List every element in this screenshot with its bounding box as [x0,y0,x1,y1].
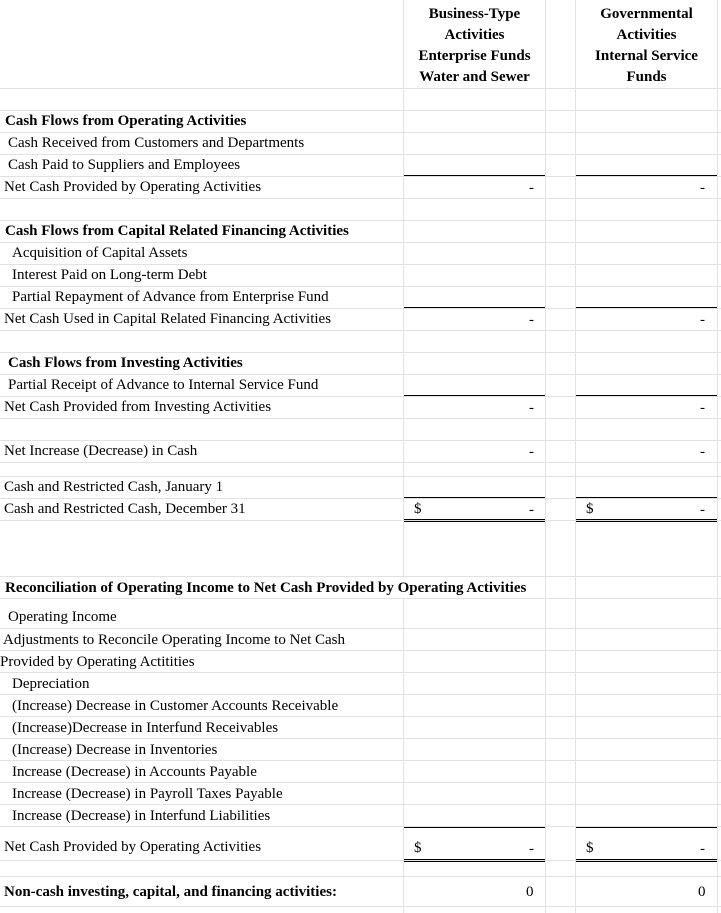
operating-net-label: Net Cash Provided by Operating Activities [4,179,262,195]
capital-repayment-label: Partial Repayment of Advance from Enterprise Fund [12,289,329,305]
subtotal-rule [576,497,717,498]
grid-row-line [0,760,721,761]
adjustment-item: Increase (Decrease) in Payroll Taxes Payable [12,786,283,802]
total-rule [576,519,717,520]
investing-net-gov-value: - [700,400,705,416]
adjustment-item: (Increase) Decrease in Customer Accounts Receivable [12,698,339,714]
capital-net-bt-value: - [529,312,534,328]
operating-received-label: Cash Received from Customers and Departments [8,135,305,151]
cash-dec-label: Cash and Restricted Cash, December 31 [4,501,246,517]
cash-dec-gov-value: - [700,502,705,518]
header-line: Governmental [600,6,693,22]
grid-row-line [0,716,721,717]
subtotal-rule [404,497,545,498]
capital-net-gov-value: - [700,312,705,328]
adjustment-item: Increase (Decrease) in Accounts Payable [12,764,257,780]
adjustments-label-line2: Provided by Operating Actitities [0,654,195,670]
grid-row-line [0,876,721,877]
operating-net-bt-value: - [529,180,534,196]
operating-net-gov-value: - [700,180,705,196]
grid-row-line [0,804,721,805]
grid-row-line [0,906,721,907]
net-increase-gov-value: - [700,444,705,460]
subtotal-rule [404,395,545,396]
total-rule [576,521,717,522]
adjustment-item: Depreciation [12,676,90,692]
header-line: Business-Type [428,6,521,22]
reconciliation-net-bt-value: - [529,841,534,857]
subtotal-rule [576,175,717,176]
grid-row-line [0,462,721,463]
subtotal-rule [404,175,545,176]
investing-heading: Cash Flows from Investing Activities [8,355,243,371]
grid-col-line [717,0,718,913]
grid-row-line [0,598,721,599]
net-increase-label: Net Increase (Decrease) in Cash [4,443,198,459]
grid-row-line [0,88,721,89]
header-line: Enterprise Funds [418,48,531,64]
capital-heading: Cash Flows from Capital Related Financing Activities [5,223,349,239]
total-rule [404,859,545,860]
column-header-business-type [404,4,545,88]
total-rule [576,861,717,862]
grid-row-line [0,576,721,577]
reconciliation-net-gov-value: - [700,841,705,857]
grid-row-line [0,650,721,651]
total-rule [576,859,717,860]
noncash-bt-value: 0 [526,884,534,900]
cash-dec-bt-value: - [529,502,534,518]
adjustments-label-line1: Adjustments to Reconcile Operating Income to Net Cash [3,632,346,648]
adjustment-item: (Increase) Decrease in Inventories [12,742,218,758]
total-rule [404,861,545,862]
reconciliation-bt-currency: $ [414,840,422,856]
net-increase-bt-value: - [529,444,534,460]
subtotal-rule [404,827,545,828]
reconciliation-net-label: Net Cash Provided by Operating Activities [4,839,262,855]
reconciliation-gov-currency: $ [586,840,594,856]
header-line: Internal Service [595,48,698,64]
grid-row-line [0,418,721,419]
header-line: Activities [444,27,505,43]
header-line: Water and Sewer [419,69,530,85]
operating-paid-label: Cash Paid to Suppliers and Employees [8,157,241,173]
total-rule [404,521,545,522]
grid-col-line [545,0,546,913]
noncash-label: Non-cash investing, capital, and financing activities: [4,884,337,900]
adjustment-item: Increase (Decrease) in Interfund Liabilities [12,808,271,824]
capital-interest-label: Interest Paid on Long-term Debt [12,267,207,283]
noncash-gov-value: 0 [698,884,706,900]
operating-heading: Cash Flows from Operating Activities [5,113,247,129]
grid-row-line [0,694,721,695]
grid-row-line [0,782,721,783]
total-rule [404,519,545,520]
grid-col-line [403,0,404,913]
grid-col-line [575,0,576,913]
subtotal-rule [576,395,717,396]
adjustment-item: (Increase)Decrease in Interfund Receivables [12,720,279,736]
capital-net-label: Net Cash Used in Capital Related Financing Activities [4,311,332,327]
grid-row-line [0,672,721,673]
subtotal-rule [576,307,717,308]
subtotal-rule [576,827,717,828]
cash-dec-bt-currency: $ [414,501,422,517]
grid-row-line [0,738,721,739]
grid-row-line [0,330,721,331]
reconciliation-heading: Reconciliation of Operating Income to Net Cash Provided by Operating Activities [5,580,527,596]
investing-net-bt-value: - [529,400,534,416]
column-header-governmental [576,4,717,88]
grid-row-line [0,198,721,199]
cash-jan-label: Cash and Restricted Cash, January 1 [4,479,224,495]
investing-net-label: Net Cash Provided from Investing Activities [4,399,272,415]
grid-row-line [0,628,721,629]
header-line: Funds [626,69,667,85]
header-line: Activities [616,27,677,43]
subtotal-rule [404,307,545,308]
capital-acquisition-label: Acquisition of Capital Assets [12,245,188,261]
cash-dec-gov-currency: $ [586,501,594,517]
operating-income-label: Operating Income [8,609,117,625]
investing-receipt-label: Partial Receipt of Advance to Internal Service Fund [8,377,319,393]
